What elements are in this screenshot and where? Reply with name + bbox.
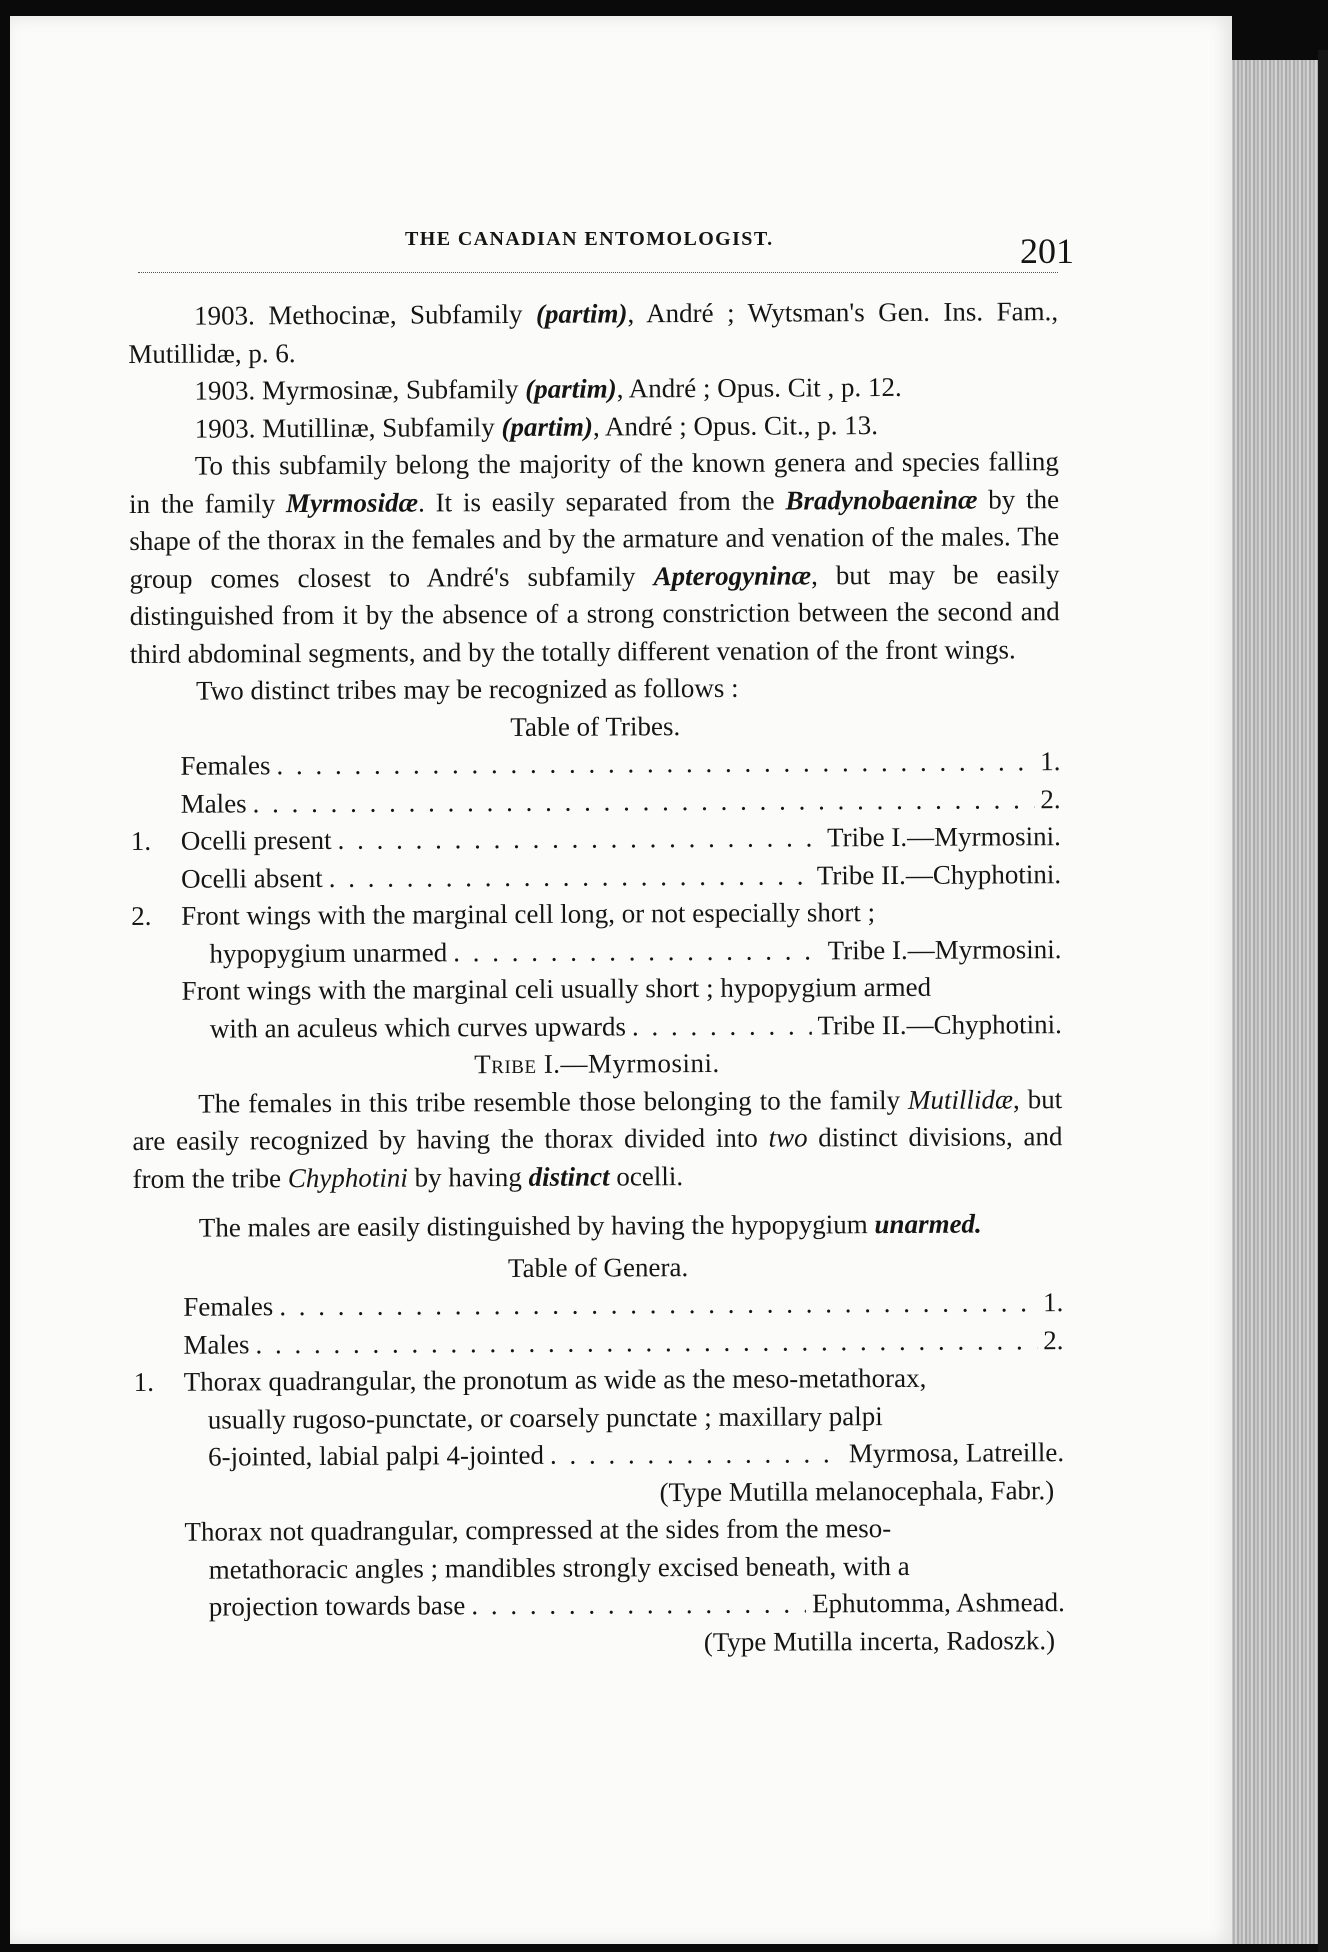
tribe-word: Tribe [474,1048,537,1080]
type-species: (Type Mutilla incerta, Radoszk.) [703,1624,1056,1657]
key-number: 2. [131,900,152,931]
book-spine-shadow [1318,50,1328,1952]
key-row [132,968,1062,1010]
leader-dots [550,1435,843,1474]
key-text: Thorax not quadrangular, compressed at the sides from the meso- [184,1513,892,1547]
paragraph-intro [129,443,1060,673]
text-run: by having [407,1161,529,1193]
header-rule [138,272,1058,273]
key-row [131,931,1061,973]
synonymy-entry [128,368,1058,410]
text-run: distinct divisions, and from the tribe [132,1121,1063,1194]
taxon-name: Myrmosidæ [285,486,419,518]
key-row [131,781,1061,823]
key-row [132,1006,1062,1048]
taxon-name: Chyphotini [287,1162,408,1193]
leader-dots [337,819,821,859]
synonymy-entry [128,293,1058,373]
key-number: 1. [130,825,152,856]
key-row [131,856,1061,898]
key-label: Females [183,1291,274,1322]
key-result: 2. [1043,1324,1064,1355]
key-result: Ephutomma, Ashmead. [812,1587,1065,1619]
key-row [133,1322,1063,1364]
synonymy-italic: (partim) [501,411,594,442]
text-run: ocelli. [609,1160,684,1191]
tribe-name: I.—Myrmosini. [536,1047,720,1079]
key-label: 6-jointed, labial palpi 4-jointed [207,1439,545,1472]
running-head: THE CANADIAN ENTOMOLOGIST. [405,228,774,250]
key-row [134,1359,1064,1401]
page-body [128,293,1065,1664]
key-number: 1. [133,1366,155,1397]
key-text: Front wings with the marginal celi usually short ; hypopygium armed [181,971,932,1006]
synonymy-text: , André ; Opus. Cit., p. 13. [592,409,879,442]
key-row [133,1284,1063,1326]
leader-dots [276,743,1034,784]
key-label: Females [180,750,271,781]
synonymy-italic: (partim) [525,373,617,404]
book-page-edges [1232,60,1318,1944]
key-text: metathoracic angles ; mandibles strongly excised beneath, with a [208,1550,910,1585]
text-run: by the shape of the thorax in the females and by the armature and venation of the males. The group comes closest to André's subfamily [129,483,1060,594]
synonymy-italic: (partim) [535,298,628,329]
key-row [131,818,1061,860]
taxon-name: Mutillidæ [907,1083,1014,1115]
emphasis: two [768,1122,808,1153]
key-row [134,1397,1064,1439]
key-label: Ocelli present [180,824,332,856]
leader-dots [253,781,1035,823]
paragraph-females [132,1081,1063,1198]
key-row [134,1434,1064,1476]
key-result: Tribe I.—Myrmosini. [827,933,1062,965]
text-run: , but may be easily distinguished from it by the absence of a strong constriction between the second and third abdominal segments, and by the totally different venation of the front wings. [129,558,1060,669]
synonymy-text: 1903. Methocinæ, Subfamily [194,298,537,331]
leader-dots [632,1007,812,1045]
key-result: Tribe I.—Myrmosini. [826,821,1061,853]
key-result: Tribe II.—Chyphotini. [816,858,1062,890]
text-run: , but are easily recognized by having the thorax divided into [132,1083,1063,1156]
tribe-heading [132,1043,1062,1085]
synonymy-text: , André ; Wytsman's Gen. Ins. Fam., Mutillidæ, p. 6. [128,296,1059,369]
type-species: (Type Mutilla melanocephala, Fabr.) [659,1474,1055,1507]
table-of-genera-title: Table of Genera. [507,1251,689,1283]
leader-dots [453,932,822,971]
paragraph-tribes-intro: Two distinct tribes may be recognized as follows : [195,672,739,706]
key-label: hypopygium unarmed [209,936,448,969]
text-run: The females in this tribe resemble those belonging to the family [198,1084,909,1119]
synonymy-text: , André ; Opus. Cit , p. 12. [616,371,902,404]
synonymy-entry [129,406,1059,448]
key-text: Front wings with the marginal cell long, or not especially short ; [181,897,876,931]
key-result: 1. [1042,1287,1064,1318]
key-text: Thorax quadrangular, the pronotum as wide as the meso-metathorax, [183,1362,927,1397]
synonymy-text: 1903. Myrmosinæ, Subfamily [194,373,526,406]
text-run: To this subfamily belong the majority of the known genera and species falling in the family [128,446,1059,519]
taxon-name: Bradynobaeninæ [785,484,978,516]
emphasis: distinct [528,1160,610,1192]
text-run: The males are easily distinguished by having the hypopygium [198,1209,875,1243]
key-row [135,1584,1065,1626]
key-result: Myrmosa, Latreille. [848,1437,1065,1469]
key-label: Males [183,1328,250,1360]
text-run: . It is easily separated from the [417,485,786,517]
leader-dots [329,857,811,897]
key-label: Males [180,787,247,819]
key-label: Ocelli absent [180,862,323,894]
taxon-name: Apterogyninæ [653,559,812,591]
leader-dots [255,1322,1037,1364]
synonymy-text: 1903. Mutillinæ, Subfamily [194,411,502,444]
page-number: 201 [1020,231,1074,271]
key-row [134,1509,1064,1551]
leader-dots [279,1284,1037,1325]
table-of-tribes-title: Table of Tribes. [510,710,681,742]
key-result: Tribe II.—Chyphotini. [817,1008,1062,1040]
emphasis: unarmed. [874,1208,982,1240]
key-label: projection towards base [208,1590,466,1622]
key-result: 2. [1040,783,1061,814]
key-result: 1. [1040,746,1061,777]
key-label: with an aculeus which curves upwards [209,1010,627,1044]
book-page [10,16,1232,1944]
key-row [131,893,1061,935]
key-row [130,743,1060,785]
key-text: usually rugoso-punctate, or coarsely punctate ; maxillary palpi [207,1400,883,1435]
paragraph-males [133,1205,1063,1247]
key-row [135,1547,1065,1589]
leader-dots [471,1585,806,1624]
